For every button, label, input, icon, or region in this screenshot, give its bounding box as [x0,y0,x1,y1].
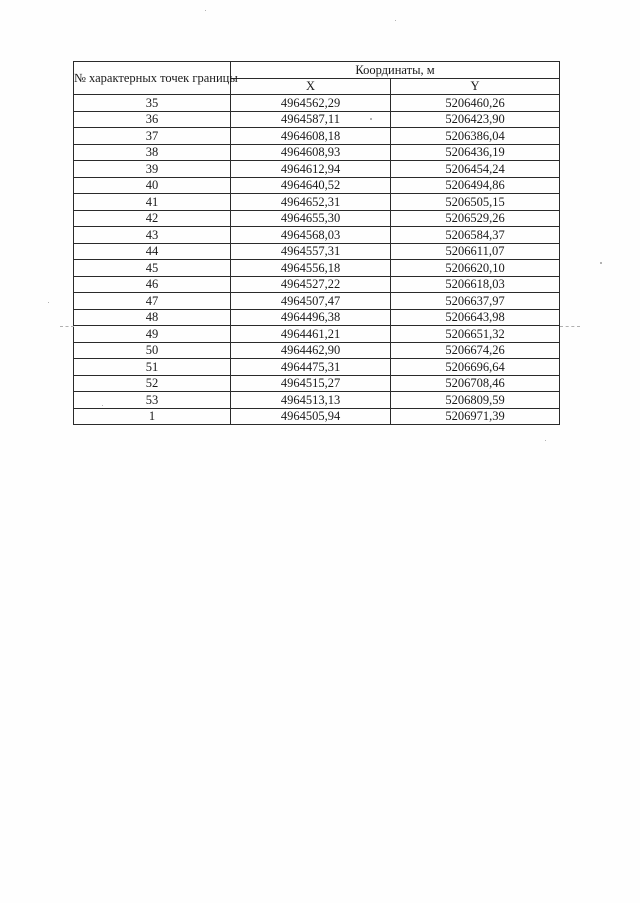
point-number-cell: 52 [74,375,231,392]
scan-artifact [60,326,74,327]
table-row [74,375,560,392]
x-coordinate-cell: 4964608,93 [231,144,391,161]
table-row [74,177,560,194]
scan-speck [545,440,546,441]
point-number-cell: 45 [74,260,231,277]
header-point-number: № характерных точек границы [74,62,231,95]
table-row [74,342,560,359]
scan-speck [600,262,602,264]
y-coordinate-cell: 5206637,97 [391,293,560,310]
scan-artifact [560,326,580,327]
header-x: X [231,78,391,95]
table-row [74,392,560,409]
point-number-cell: 1 [74,408,231,425]
x-coordinate-cell: 4964462,90 [231,342,391,359]
point-number-cell: 38 [74,144,231,161]
scan-speck [205,10,206,11]
x-coordinate-cell: 4964562,29 [231,95,391,112]
y-coordinate-cell: 5206674,26 [391,342,560,359]
x-coordinate-cell: 4964505,94 [231,408,391,425]
point-number-cell: 41 [74,194,231,211]
x-coordinate-cell: 4964556,18 [231,260,391,277]
x-coordinate-cell: 4964608,18 [231,128,391,145]
point-number-cell: 43 [74,227,231,244]
y-coordinate-cell: 5206620,10 [391,260,560,277]
y-coordinate-cell: 5206454,24 [391,161,560,178]
y-coordinate-cell: 5206423,90 [391,111,560,128]
header-y: Y [391,78,560,95]
y-coordinate-cell: 5206529,26 [391,210,560,227]
table-row [74,408,560,425]
x-coordinate-cell: 4964557,31 [231,243,391,260]
x-coordinate-cell: 4964612,94 [231,161,391,178]
x-coordinate-cell: 4964507,47 [231,293,391,310]
scan-speck [395,20,396,21]
table-row [74,161,560,178]
y-coordinate-cell: 5206611,07 [391,243,560,260]
y-coordinate-cell: 5206809,59 [391,392,560,409]
x-coordinate-cell: 4964513,13 [231,392,391,409]
table-row [74,243,560,260]
table-header [74,62,560,95]
point-number-cell: 46 [74,276,231,293]
y-coordinate-cell: 5206584,37 [391,227,560,244]
table-body [74,95,560,425]
header-coordinates: Координаты, м [231,62,560,79]
point-number-cell: 40 [74,177,231,194]
table-row [74,128,560,145]
y-coordinate-cell: 5206708,46 [391,375,560,392]
y-coordinate-cell: 5206618,03 [391,276,560,293]
y-coordinate-cell: 5206460,26 [391,95,560,112]
table-row [74,194,560,211]
table-row [74,210,560,227]
x-coordinate-cell: 4964568,03 [231,227,391,244]
point-number-cell: 35 [74,95,231,112]
y-coordinate-cell: 5206651,32 [391,326,560,343]
table-row [74,326,560,343]
y-coordinate-cell: 5206505,15 [391,194,560,211]
y-coordinate-cell: 5206696,64 [391,359,560,376]
table-row [74,309,560,326]
x-coordinate-cell: 4964527,22 [231,276,391,293]
x-coordinate-cell: 4964461,21 [231,326,391,343]
point-number-cell: 51 [74,359,231,376]
coordinates-table [73,61,560,425]
y-coordinate-cell: 5206436,19 [391,144,560,161]
point-number-cell: 47 [74,293,231,310]
x-coordinate-cell: 4964587,11 [231,111,391,128]
point-number-cell: 36 [74,111,231,128]
point-number-cell: 44 [74,243,231,260]
x-coordinate-cell: 4964515,27 [231,375,391,392]
point-number-cell: 39 [74,161,231,178]
point-number-cell: 42 [74,210,231,227]
y-coordinate-cell: 5206494,86 [391,177,560,194]
x-coordinate-cell: 4964640,52 [231,177,391,194]
scan-speck [102,405,103,406]
table-row [74,95,560,112]
point-number-cell: 53 [74,392,231,409]
scan-speck [48,302,49,303]
table-row [74,359,560,376]
x-coordinate-cell: 4964496,38 [231,309,391,326]
table-row [74,144,560,161]
y-coordinate-cell: 5206386,04 [391,128,560,145]
x-coordinate-cell: 4964475,31 [231,359,391,376]
table-row [74,276,560,293]
y-coordinate-cell: 5206643,98 [391,309,560,326]
table-row [74,260,560,277]
x-coordinate-cell: 4964655,30 [231,210,391,227]
y-coordinate-cell: 5206971,39 [391,408,560,425]
point-number-cell: 50 [74,342,231,359]
scan-speck [370,118,372,120]
table-row [74,111,560,128]
table-row [74,293,560,310]
x-coordinate-cell: 4964652,31 [231,194,391,211]
point-number-cell: 37 [74,128,231,145]
point-number-cell: 48 [74,309,231,326]
point-number-cell: 49 [74,326,231,343]
table-row [74,227,560,244]
